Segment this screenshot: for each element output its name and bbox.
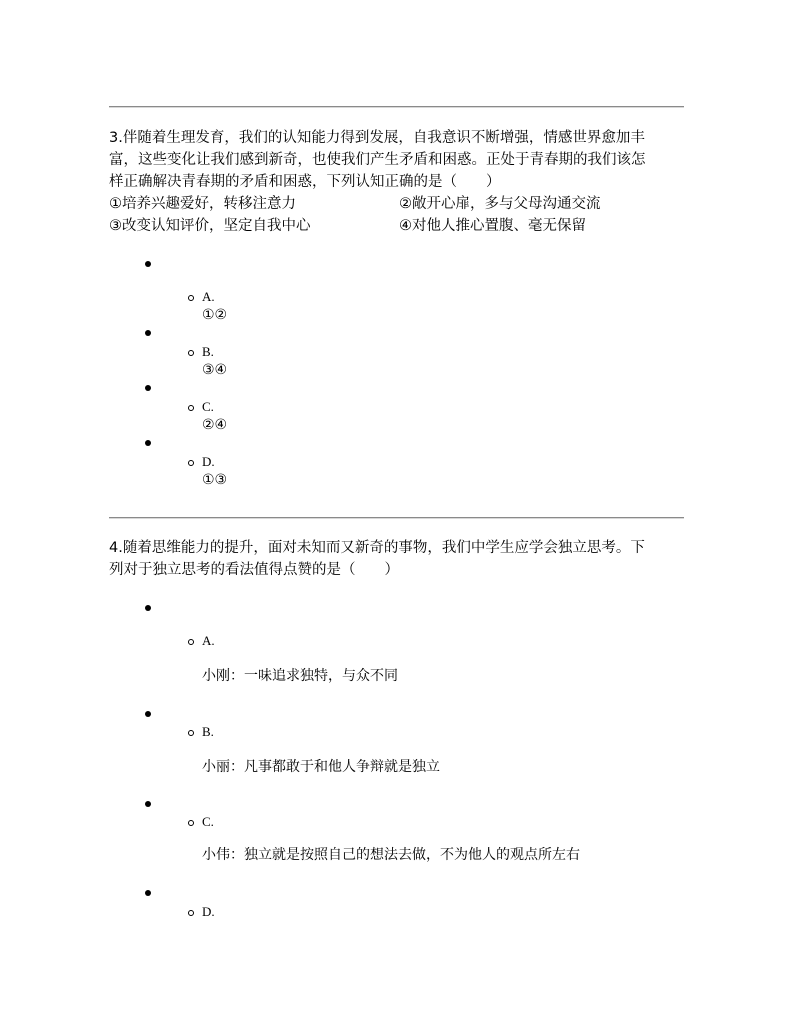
statement-3: ③改变认知评价，坚定自我中心 xyxy=(109,218,311,234)
option-c-text[interactable]: 小伟：独立就是按照自己的想法去做，不为他人的观点所左右 xyxy=(202,847,580,863)
option-b-letter: B. xyxy=(202,724,214,739)
bullet-icon xyxy=(145,711,151,717)
question-3-stem xyxy=(109,127,689,193)
option-c-text[interactable]: ②④ xyxy=(202,417,228,433)
option-c-letter: C. xyxy=(202,814,214,829)
option-a-letter: A. xyxy=(202,289,215,304)
option-d-letter: D. xyxy=(202,454,215,469)
bullet-icon xyxy=(145,605,151,611)
option-d-letter: D. xyxy=(202,904,215,919)
bullet-icon xyxy=(145,801,151,807)
option-radio-d[interactable] xyxy=(188,910,194,916)
option-radio-a[interactable] xyxy=(188,295,194,301)
question-4-stem xyxy=(109,537,689,581)
bullet-icon xyxy=(145,890,151,896)
stem-line: 4.随着思维能力的提升，面对未知而又新奇的事物，我们中学生应学会独立思考。下 xyxy=(109,540,645,556)
option-radio-c[interactable] xyxy=(188,820,194,826)
option-radio-d[interactable] xyxy=(188,460,194,466)
bullet-icon xyxy=(145,385,151,391)
stem-line: 列对于独立思考的看法值得点赞的是（ ） xyxy=(109,562,399,578)
stem-line: 3.伴随着生理发育，我们的认知能力得到发展，自我意识不断增强，情感世界愈加丰 xyxy=(109,130,645,146)
option-c-letter: C. xyxy=(202,399,214,414)
stem-line: 样正确解决青春期的矛盾和困惑，下列认知正确的是（ ） xyxy=(109,174,501,190)
bullet-icon xyxy=(145,261,151,267)
option-radio-a[interactable] xyxy=(188,639,194,645)
option-radio-c[interactable] xyxy=(188,405,194,411)
option-d-text[interactable]: ①③ xyxy=(202,472,228,488)
option-radio-b[interactable] xyxy=(188,730,194,736)
bullet-icon xyxy=(145,330,151,336)
statement-4: ④对他人推心置腹、毫无保留 xyxy=(399,218,586,234)
option-b-text[interactable]: 小丽：凡事都敢于和他人争辩就是独立 xyxy=(202,759,440,775)
option-a-text[interactable]: ①② xyxy=(202,307,228,323)
stem-line: 富，这些变化让我们感到新奇，也使我们产生矛盾和困惑。正处于青春期的我们该怎 xyxy=(109,152,646,168)
statement-row xyxy=(109,215,689,237)
bullet-icon xyxy=(145,440,151,446)
option-b-letter: B. xyxy=(202,344,214,359)
section-divider xyxy=(109,517,684,519)
option-b-text[interactable]: ③④ xyxy=(202,362,228,378)
statement-2: ②敞开心扉，多与父母沟通交流 xyxy=(399,196,601,212)
statement-1: ①培养兴趣爱好，转移注意力 xyxy=(109,196,296,212)
option-a-letter: A. xyxy=(202,633,215,648)
option-radio-b[interactable] xyxy=(188,350,194,356)
option-a-text[interactable]: 小刚：一味追求独特，与众不同 xyxy=(202,668,398,684)
statement-row xyxy=(109,193,689,215)
section-divider xyxy=(109,106,684,108)
